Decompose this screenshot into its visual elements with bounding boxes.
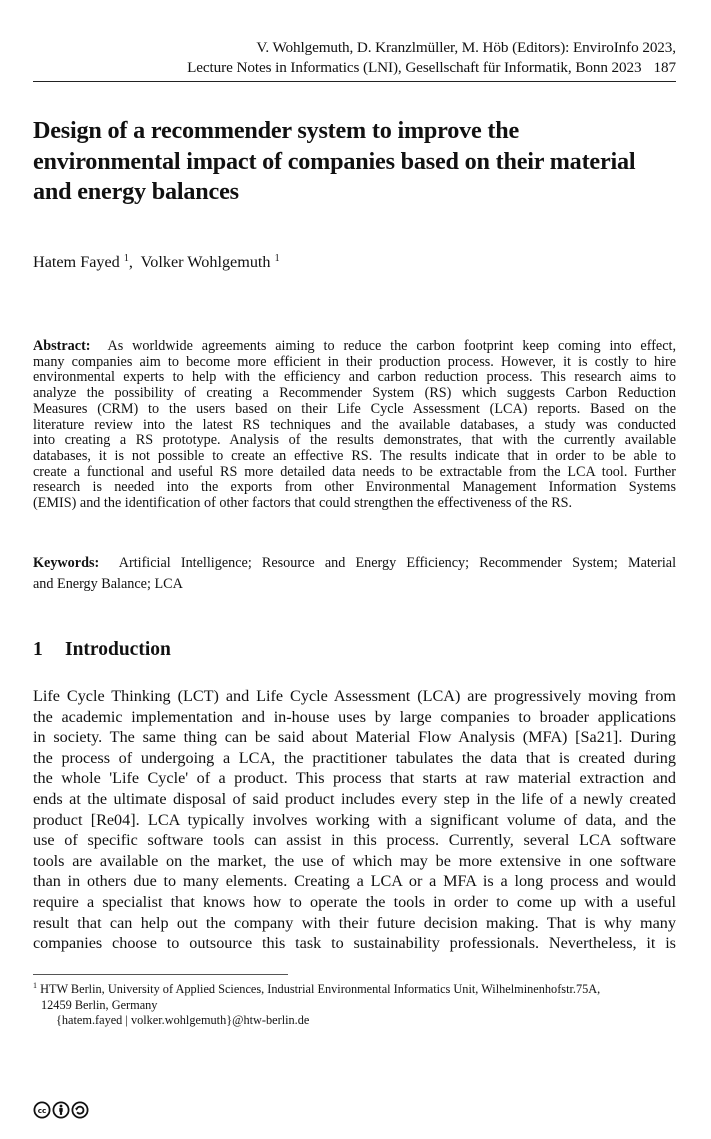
author-separator: , [128,253,133,271]
body-line: companies choose to outsource this task to sustainability professionals. Nevertheless, it is [33,934,676,953]
section-heading [33,638,171,662]
body-line: product [Re04]. LCA typically involves working with a significant volume of data, and the [33,810,676,829]
abstract-line: into creating a RS prototype. Analysis of the results demonstrates, that with the currently available [33,432,676,449]
author-name: Volker Wohlgemuth [140,253,271,271]
body-line: tools are available on the market, the use of which may be more extensive in one software [33,851,676,870]
introduction-paragraph [33,686,676,954]
keywords-line: and Energy Balance; LCA [33,576,183,592]
footnote-line: $^1$ HTW Berlin, University of Applied Sciences, Industrial Environmental Informatics Unit, Wilhelminenhofstr.75A, [33,981,601,996]
abstract-line: research is needed into the exports from other Environmental Management Information Systems [33,479,676,496]
section-number: 1 [33,639,43,660]
body-line: the process of undergoing a LCA, the practitioner tabulates the data that is created during [33,748,676,767]
body-line: than in others due to many elements. Creating a LCA or a MFA is a long process and would [33,872,676,891]
title-line: environmental impact of companies based on their material [33,147,636,175]
body-line: ends at the ultimate disposal of said product includes every step in the life of a newly created [33,789,676,808]
author-name: Hatem Fayed [33,253,120,271]
abstract-line: (EMIS) and the identification of other factors that could strengthen the effectiveness of the RS. [33,495,573,512]
author-list [33,252,280,272]
header-rule [33,81,676,82]
body-line: require a specialist that knows how to operate the tools in order to come up with a useful [33,892,676,911]
abstract-line: analyze the possibility of creating a Recommender System (RS) which suggests Carbon Reduction [33,385,676,402]
abstract-label: Abstract: [33,338,91,354]
creative-commons-license [33,1101,89,1119]
affiliation-mark: 1 [123,253,129,264]
running-head-line-1: V. Wohlgemuth, D. Kranzlmüller, M. Höb (Editors): EnviroInfo 2023, [256,39,676,56]
footnote-email[interactable]: {hatem.fayed | volker.wohlgemuth}@htw-berlin.de [56,1013,310,1027]
page-number: 187 [653,58,676,76]
footnote-line: 12459 Berlin, Germany [41,997,158,1012]
by-attribution-icon [52,1101,70,1119]
footnote-mark: 1 [33,981,37,990]
running-head-line-2 [33,58,676,78]
svg-text:cc: cc [37,1106,47,1115]
affiliation-mark: 1 [274,253,280,264]
title-line: and energy balances [33,178,239,205]
body-line: the academic implementation and in-house uses by large companies to broader applications [33,707,676,726]
section-title: Introduction [65,639,171,660]
keywords-label: Keywords: [33,555,100,571]
running-head-series: Lecture Notes in Informatics (LNI), Gesellschaft für Informatik, Bonn 2023 [187,58,642,76]
paper-title [33,116,693,208]
abstract-line: create a functional and useful RS more detailed data needs to be extractable from the LCA tool. Further [33,463,676,480]
keywords-line: Keywords: Artificial Intelligence; Resource and Energy Efficiency; Recommender System; Material [33,555,677,571]
footnote [33,982,693,1029]
abstract-line: environmental experts to help with the efficiency and carbon reduction process. This research aims to [33,369,676,386]
share-alike-icon [71,1101,89,1119]
cc-icon [33,1101,51,1119]
keywords [33,553,676,595]
abstract-line: Measures (CRM) to the users based on their Life Cycle Assessment (LCA) reports. Based on the [33,400,676,417]
body-line: the whole 'Life Cycle' of a product. This process that starts at raw material extraction and [33,769,676,788]
title-line: Design of a recommender system to improve the [33,117,520,144]
abstract-line: databases, it is not possible to create an effective RS. The results indicate that in order to be able to [33,447,676,464]
body-line: in society. The same thing can be said about Material Flow Analysis (MFA) [Sa21]. During [33,728,676,747]
abstract-line: literature review into the latest RS techniques and the available databases, a study was conducted [33,416,676,433]
body-line: use of specific software tools can assist in this process. Currently, several LCA software [33,831,676,850]
abstract [33,339,676,512]
body-line: Life Cycle Thinking (LCT) and Life Cycle Assessment (LCA) are progressively moving from [33,687,676,705]
abstract-line: many companies aim to become more efficient in their production process. However, it is costly to hire [33,353,676,370]
footnote-rule [33,974,288,975]
abstract-line: Abstract: As worldwide agreements aiming to reduce the carbon footprint keep coming into effect, [33,338,677,354]
body-line: result that can help out the company with their future decision making. That is why many [33,913,676,932]
running-head [33,38,676,77]
